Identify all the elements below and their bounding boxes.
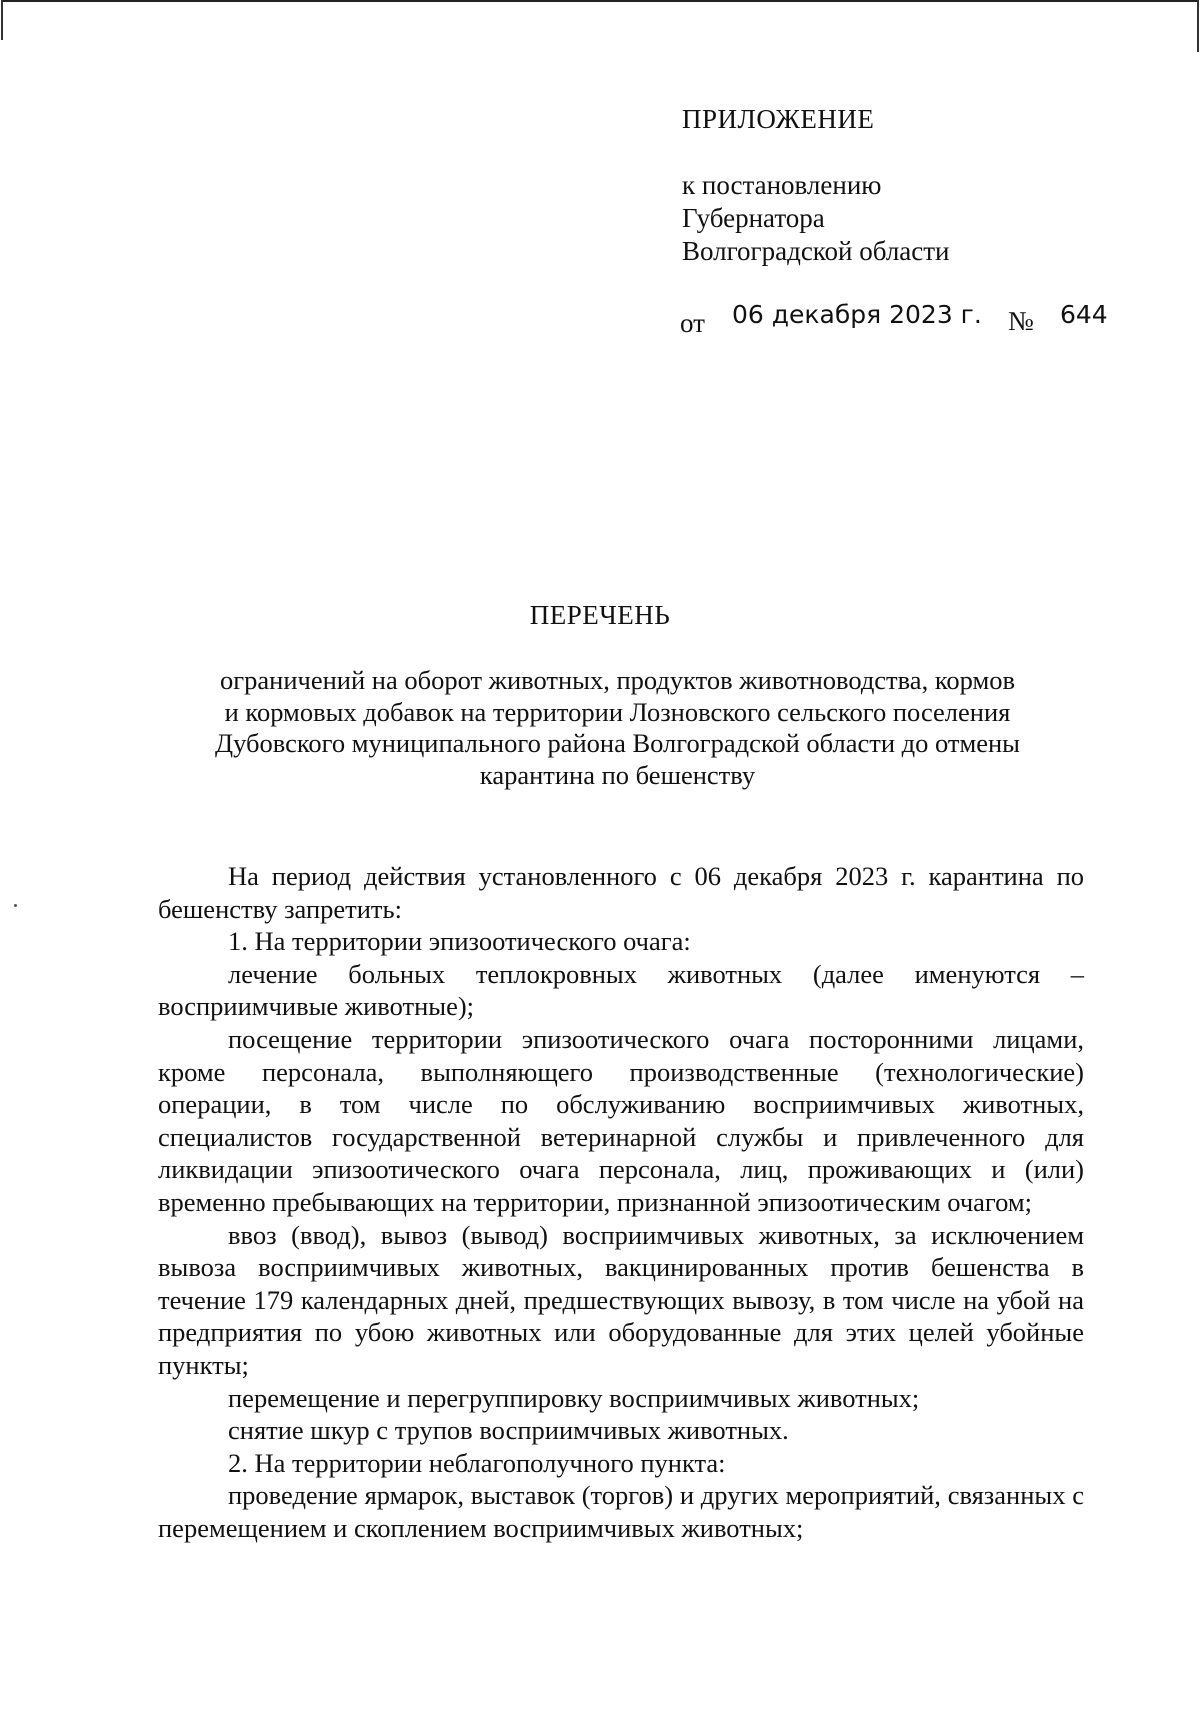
body-paragraph: 2. На территории неблагополучного пункта: xyxy=(228,1447,726,1478)
subtitle-line: Дубовского муниципального района Волгоградской области до отмены xyxy=(215,728,1020,758)
body-paragraph: снятие шкур с трупов восприимчивых животных. xyxy=(228,1415,789,1446)
body-paragraph: посещение территории эпизоотического очага посторонними лицами, кроме персонала, выполняющего производственные (технологические) операции, в том числе по обслуживанию восприимчивых животных, специалистов государственной ветеринарной службы и привлеченного для ликвидации эпизоотического очага персонала, лиц, проживающих и (или) временно пребывающих на территории, признанной эпизоотическим очагом; xyxy=(158,1023,1084,1217)
body-paragraph: ввоз (ввод), вывоз (вывод) восприимчивых животных, за исключением вывоза восприимчивых животных, вакцинированных против бешенства в течение 179 календарных дней, предшествующих вывозу, в том числе на убой на предприятия по убою животных или оборудованные для этих целей убойные пункты; xyxy=(158,1219,1084,1380)
date-prefix: от xyxy=(680,308,705,338)
scan-speck xyxy=(14,904,17,907)
body-paragraph: На период действия установленного с 06 декабря 2023 г. карантина по бешенству запретить: xyxy=(158,861,1084,924)
subtitle-line: карантина по бешенству xyxy=(479,759,756,790)
number-sign: № xyxy=(1008,306,1034,336)
appendix-line: Волгоградской области xyxy=(682,236,950,266)
scan-edge-right xyxy=(1197,0,1199,52)
decree-number: 644 xyxy=(1060,300,1108,329)
appendix-line: Губернатора xyxy=(682,203,825,233)
body-paragraph: лечение больных теплокровных животных (далее именуются – восприимчивые животные); xyxy=(158,958,1084,1022)
body-paragraph: перемещение и перегруппировку восприимчивых животных; xyxy=(228,1382,920,1413)
subtitle-line: ограничений на оборот животных, продуктов животноводства, кормов xyxy=(220,665,1015,695)
appendix-line: к постановлению xyxy=(682,170,882,200)
body-paragraph: 1. На территории эпизоотического очага: xyxy=(228,926,691,957)
body-paragraph: проведение ярмарок, выставок (торгов) и других мероприятий, связанных с перемещением и скоплением восприимчивых животных; xyxy=(158,1480,1084,1543)
document-subtitle xyxy=(150,665,1085,791)
scan-edge-left xyxy=(1,0,3,40)
subtitle-line: и кормовых добавок на территории Лозновского сельского поселения xyxy=(224,696,1011,727)
document-title: ПЕРЕЧЕНЬ xyxy=(529,600,671,630)
appendix-title: ПРИЛОЖЕНИЕ xyxy=(682,104,875,134)
decree-date: 06 декабря 2023 г. xyxy=(732,300,982,329)
decree-date-row xyxy=(680,300,1108,338)
scan-edge-top xyxy=(2,0,1198,2)
document-body xyxy=(158,860,1084,1544)
